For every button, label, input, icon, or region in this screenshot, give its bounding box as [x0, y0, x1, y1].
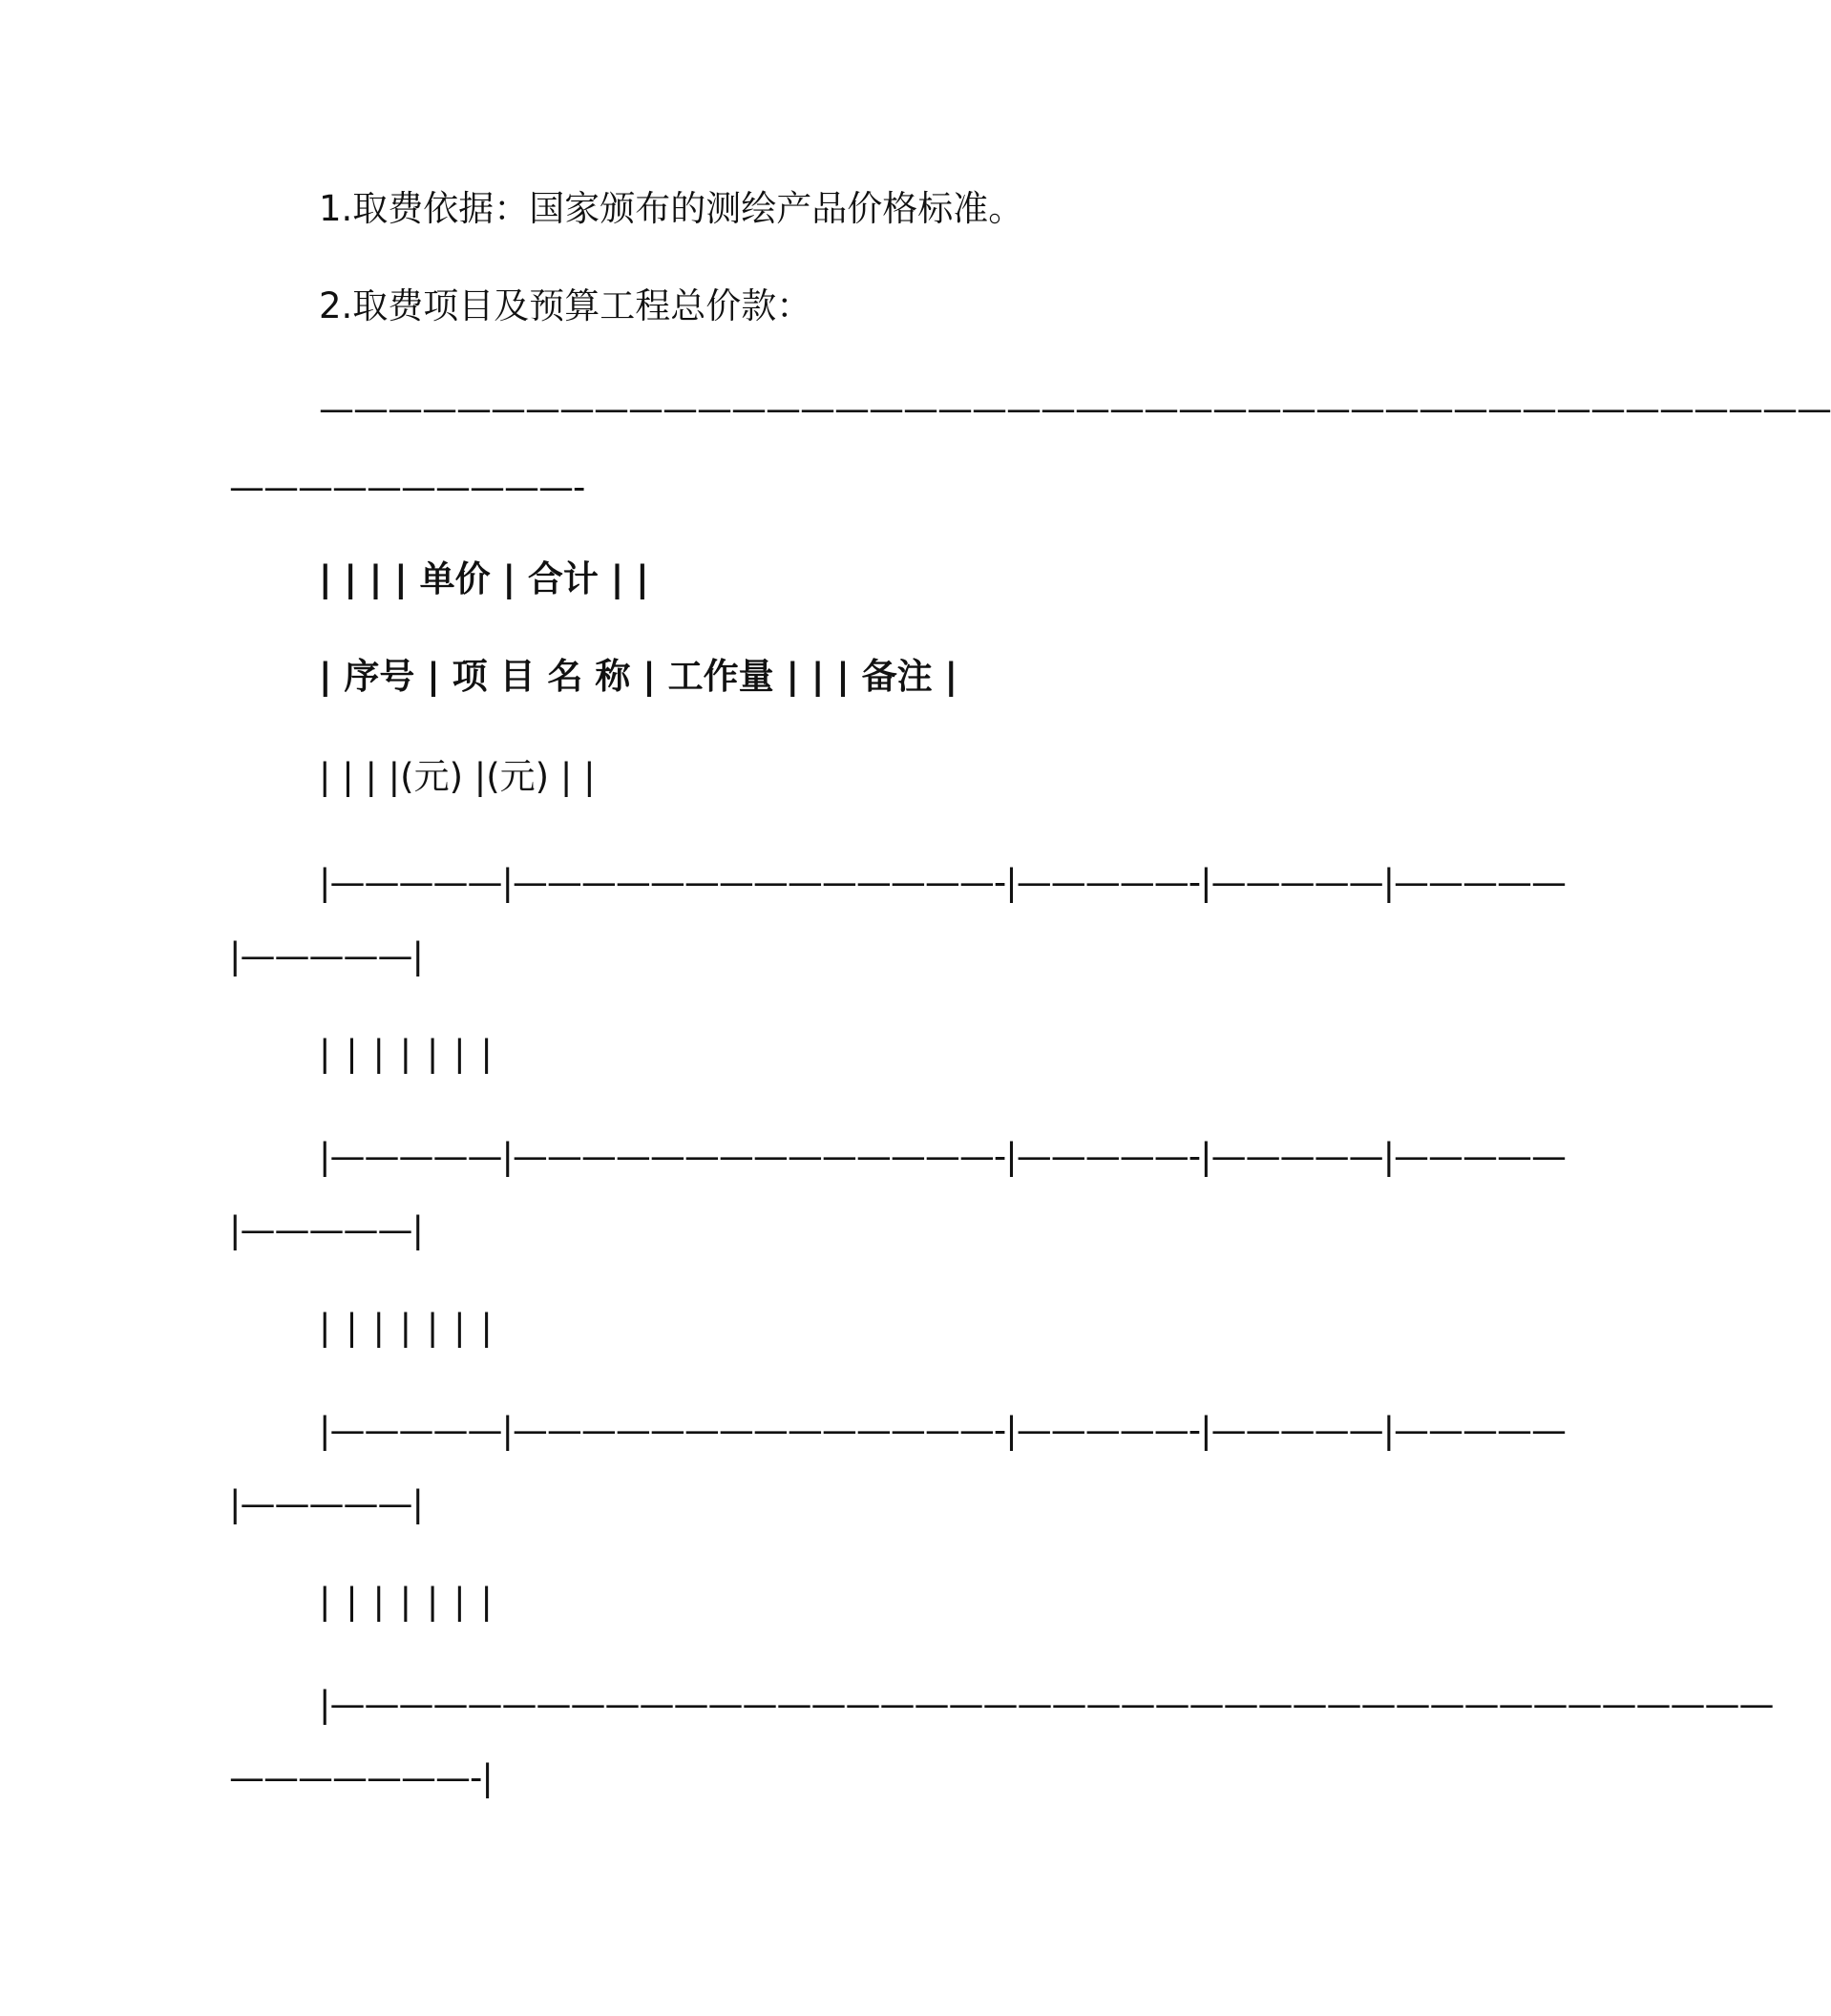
table-header-row-1: | | | | 单价 | 合计 | |	[319, 558, 649, 599]
table-empty-row-3: | | | | | | |	[319, 1581, 495, 1622]
table-header-row-3: | | | |(元) |(元) | |	[319, 756, 596, 797]
table-top-rule-continued: ——————————-	[229, 467, 585, 508]
table-empty-row-1: | | | | | | |	[319, 1033, 495, 1074]
table-divider-3-continued: |—————|	[229, 1483, 423, 1524]
table-divider-2-continued: |—————|	[229, 1209, 423, 1250]
table-divider-3: |—————|——————————————-|—————-|—————|—————	[319, 1410, 1567, 1451]
table-divider-1: |—————|——————————————-|—————-|—————|—————	[319, 862, 1567, 903]
table-empty-row-2: | | | | | | |	[319, 1307, 495, 1348]
table-divider-1-continued: |—————|	[229, 935, 423, 976]
fee-basis-line: 1.取费依据：国家颁布的测绘产品价格标准。	[319, 188, 1024, 229]
table-header-row-2: | 序号 | 项 目 名 称 | 工作量 | | | 备注 |	[319, 656, 958, 697]
table-bottom-rule: |——————————————————————————————————————————	[319, 1684, 1774, 1725]
table-divider-2: |—————|——————————————-|—————-|—————|—————	[319, 1136, 1567, 1177]
table-bottom-rule-continued: ———————-|	[229, 1757, 493, 1798]
table-top-rule: ————————————————————————————————————————————	[319, 388, 1831, 430]
fee-items-heading: 2.取费项目及预算工程总价款：	[319, 285, 812, 326]
